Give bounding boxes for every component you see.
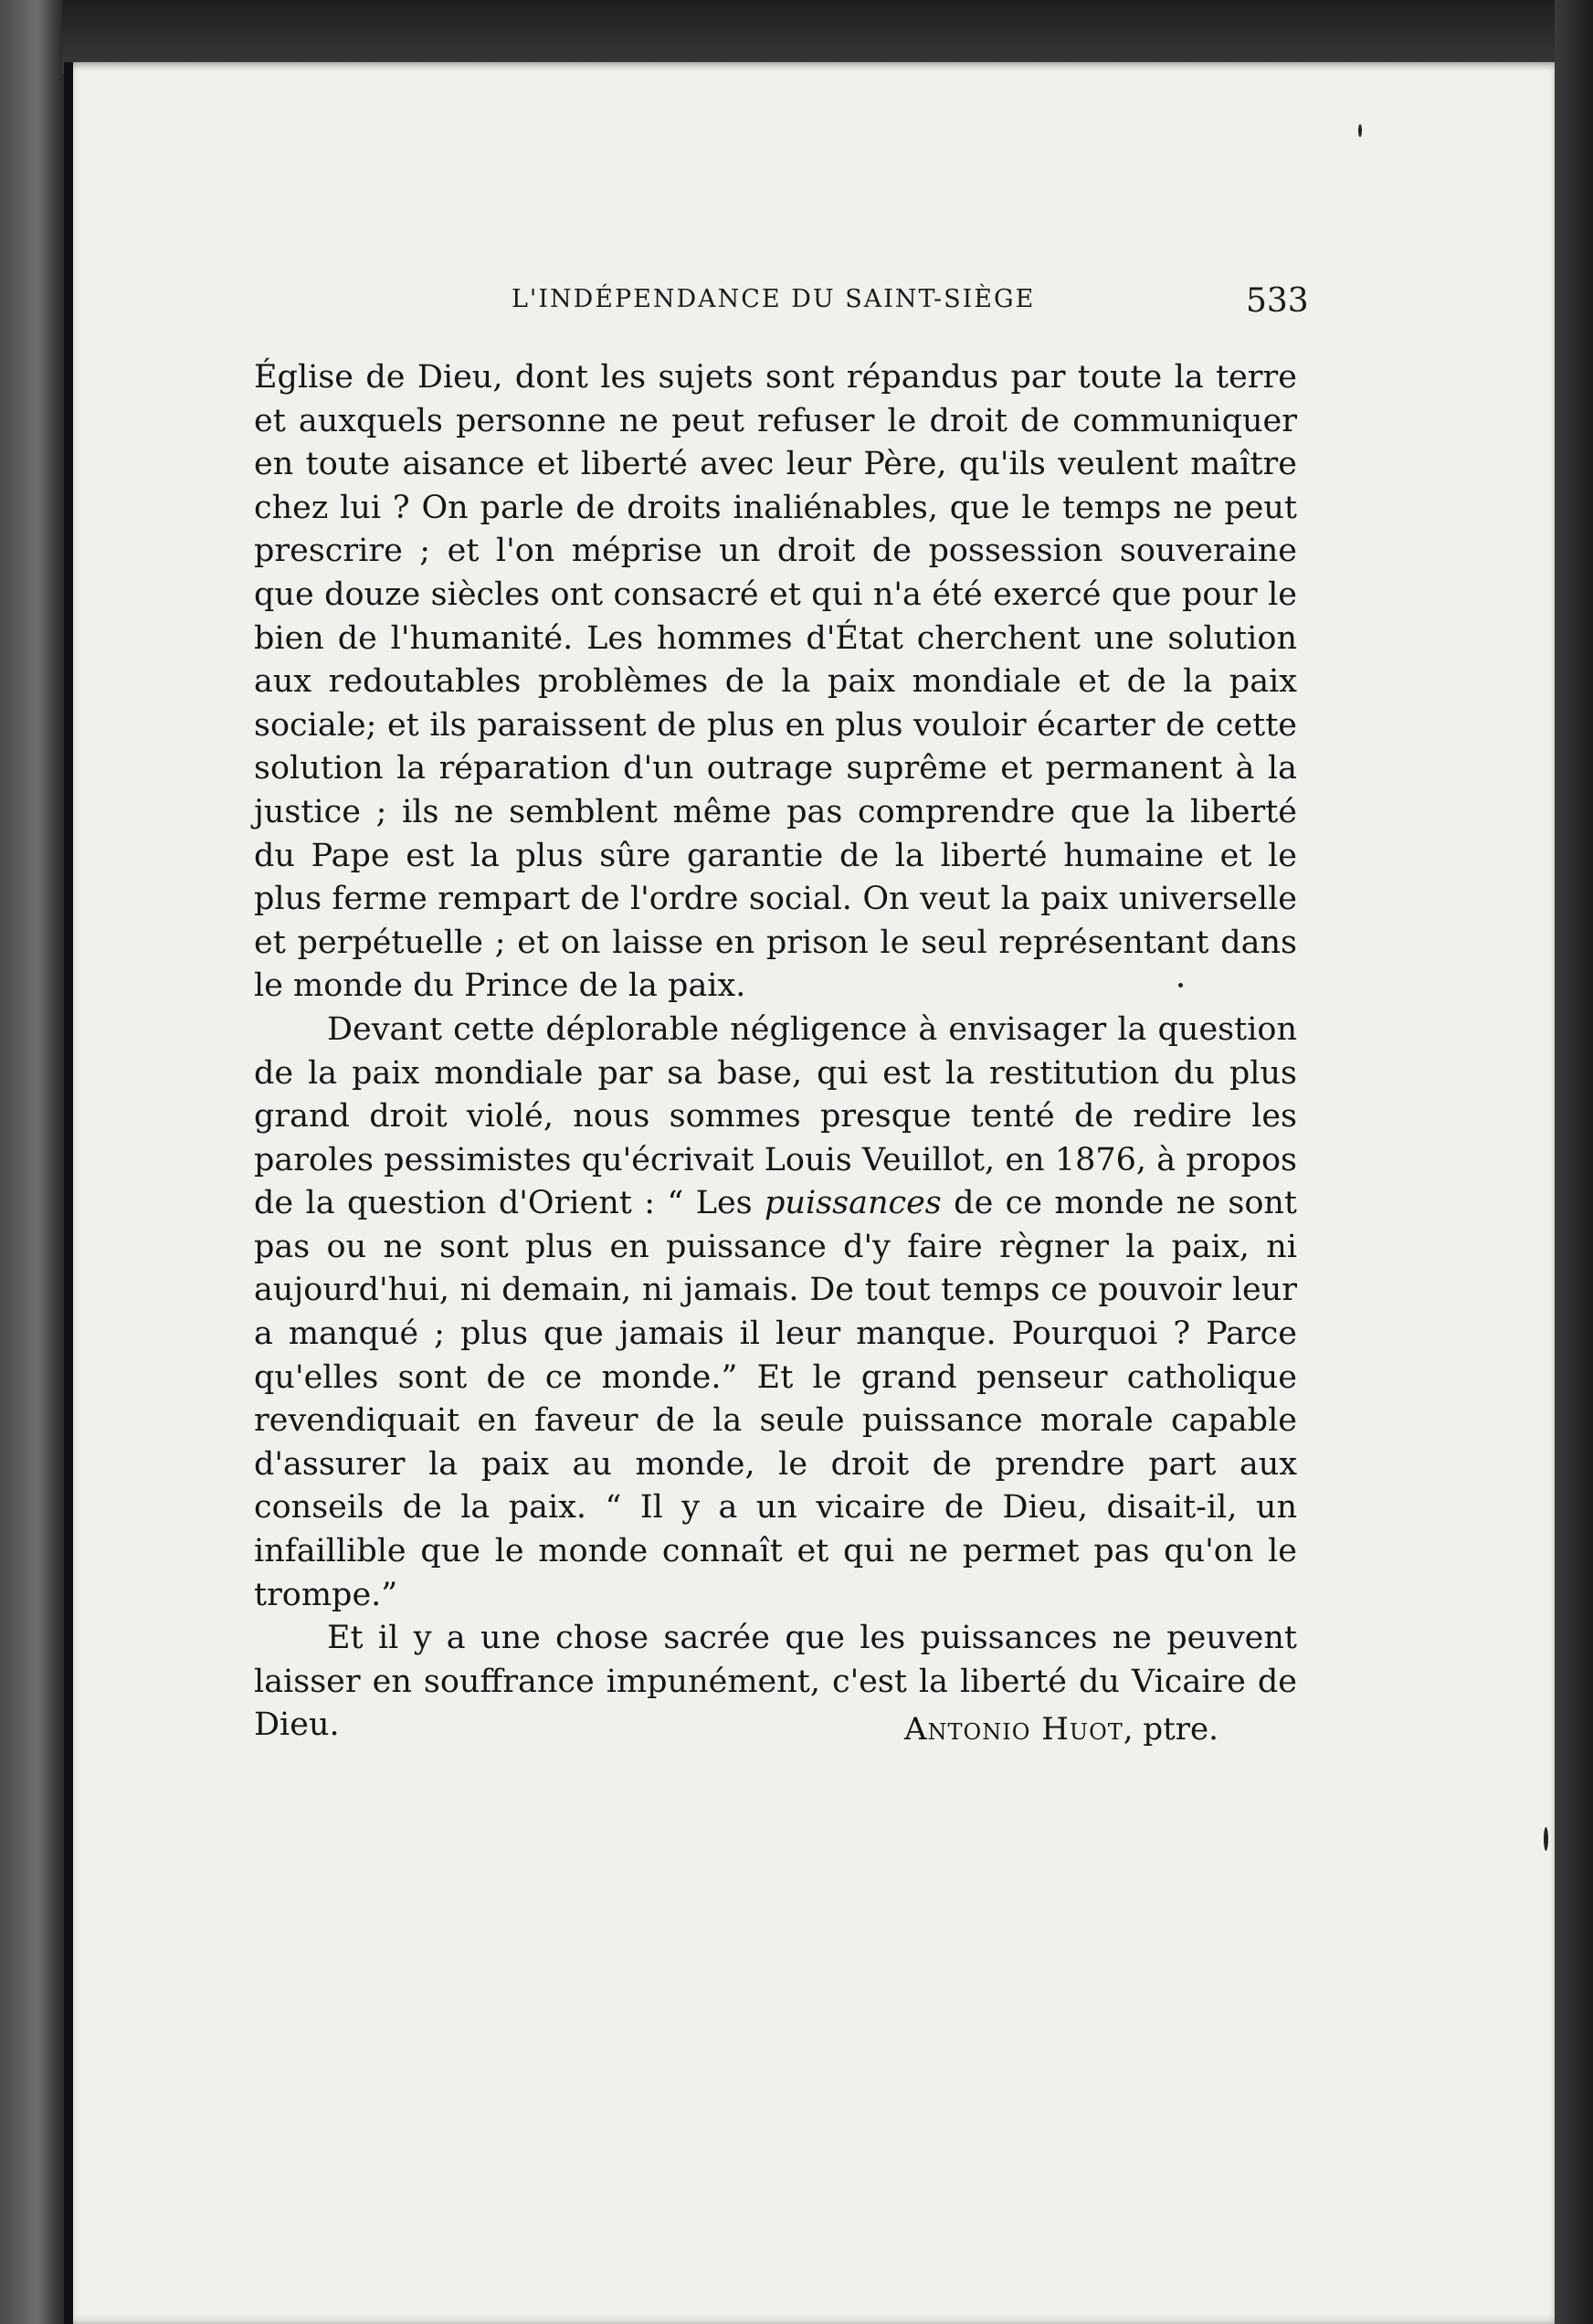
page-spine-edge	[64, 62, 73, 2324]
running-header: L'INDÉPENDANCE DU SAINT-SIÈGE	[512, 285, 1036, 313]
scan-speck	[1544, 1827, 1548, 1851]
paragraph-2-text-a: Devant cette déplorable négligence à envisager la question de la paix mondiale par sa base, qui est la restitution du plus grand droit violé, nous sommes presque tenté de redire les paroles pessimistes qu'écrivait Louis Veuillot, en 1876, à propos de la question d'Orient : “ Les	[254, 1010, 1297, 1222]
paragraph-3: Et il y a une chose sacrée que les puissances ne peuvent laisser en souffrance impunément, c'est la liberté du Vicaire de Dieu.	[254, 1620, 1297, 1744]
body-text	[254, 356, 1297, 1748]
author-signature	[904, 1711, 1218, 1748]
scan-background-left	[0, 0, 62, 2324]
scan-speck	[1178, 983, 1183, 988]
scan-background-right	[1555, 0, 1593, 2324]
paragraph-2-text-b: de ce monde ne sont pas ou ne sont plus en puissance d'y faire règner la paix, ni aujourd'hui, ni demain, ni jamais. De tout temps ce pouvoir leur a manqué ; plus que jamais il leur manque. Pourquoi ? Parce qu'elles sont de ce monde.” Et le grand penseur catholique revendiquait en faveur de la seule puissance morale capable d'assurer la paix au monde, le droit de prendre part aux conseils de la paix. “ Il y a un vicaire de Dieu, disait-il, un infaillible que le monde connaît et qui ne permet pas qu'on le trompe.”	[254, 1185, 1297, 1613]
author-title: , ptre.	[1123, 1711, 1218, 1748]
italic-term: puissances	[765, 1185, 942, 1222]
paragraph-2	[254, 1009, 1297, 1617]
author-name: Antonio Huot	[904, 1711, 1124, 1748]
paragraph-1: Église de Dieu, dont les sujets sont répandus par toute la terre et auxquels personne ne peut refuser le droit de communiquer en toute aisance et liberté avec leur Père, qu'ils veulent maître chez lui ? On parle de droits inaliénables, que le temps ne peut prescrire ; et l'on méprise un droit de possession souveraine que douze siècles ont consacré et qui n'a été exercé que pour le bien de l'humanité. Les hommes d'État cherchent une solution aux redoutables problèmes de la paix mondiale et de la paix sociale; et ils paraissent de plus en plus vouloir écarter de cette solution la réparation d'un outrage suprême et permanent à la justice ; ils ne semblent même pas comprendre que la liberté du Pape est la plus sûre garantie de la liberté humaine et le plus ferme rempart de l'ordre social. On veut la paix universelle et perpétuelle ; et on laisse en prison le seul représentant dans le monde du Prince de la paix.	[254, 359, 1297, 1005]
page-number: 533	[1246, 282, 1309, 320]
scan-speck	[1358, 124, 1362, 137]
